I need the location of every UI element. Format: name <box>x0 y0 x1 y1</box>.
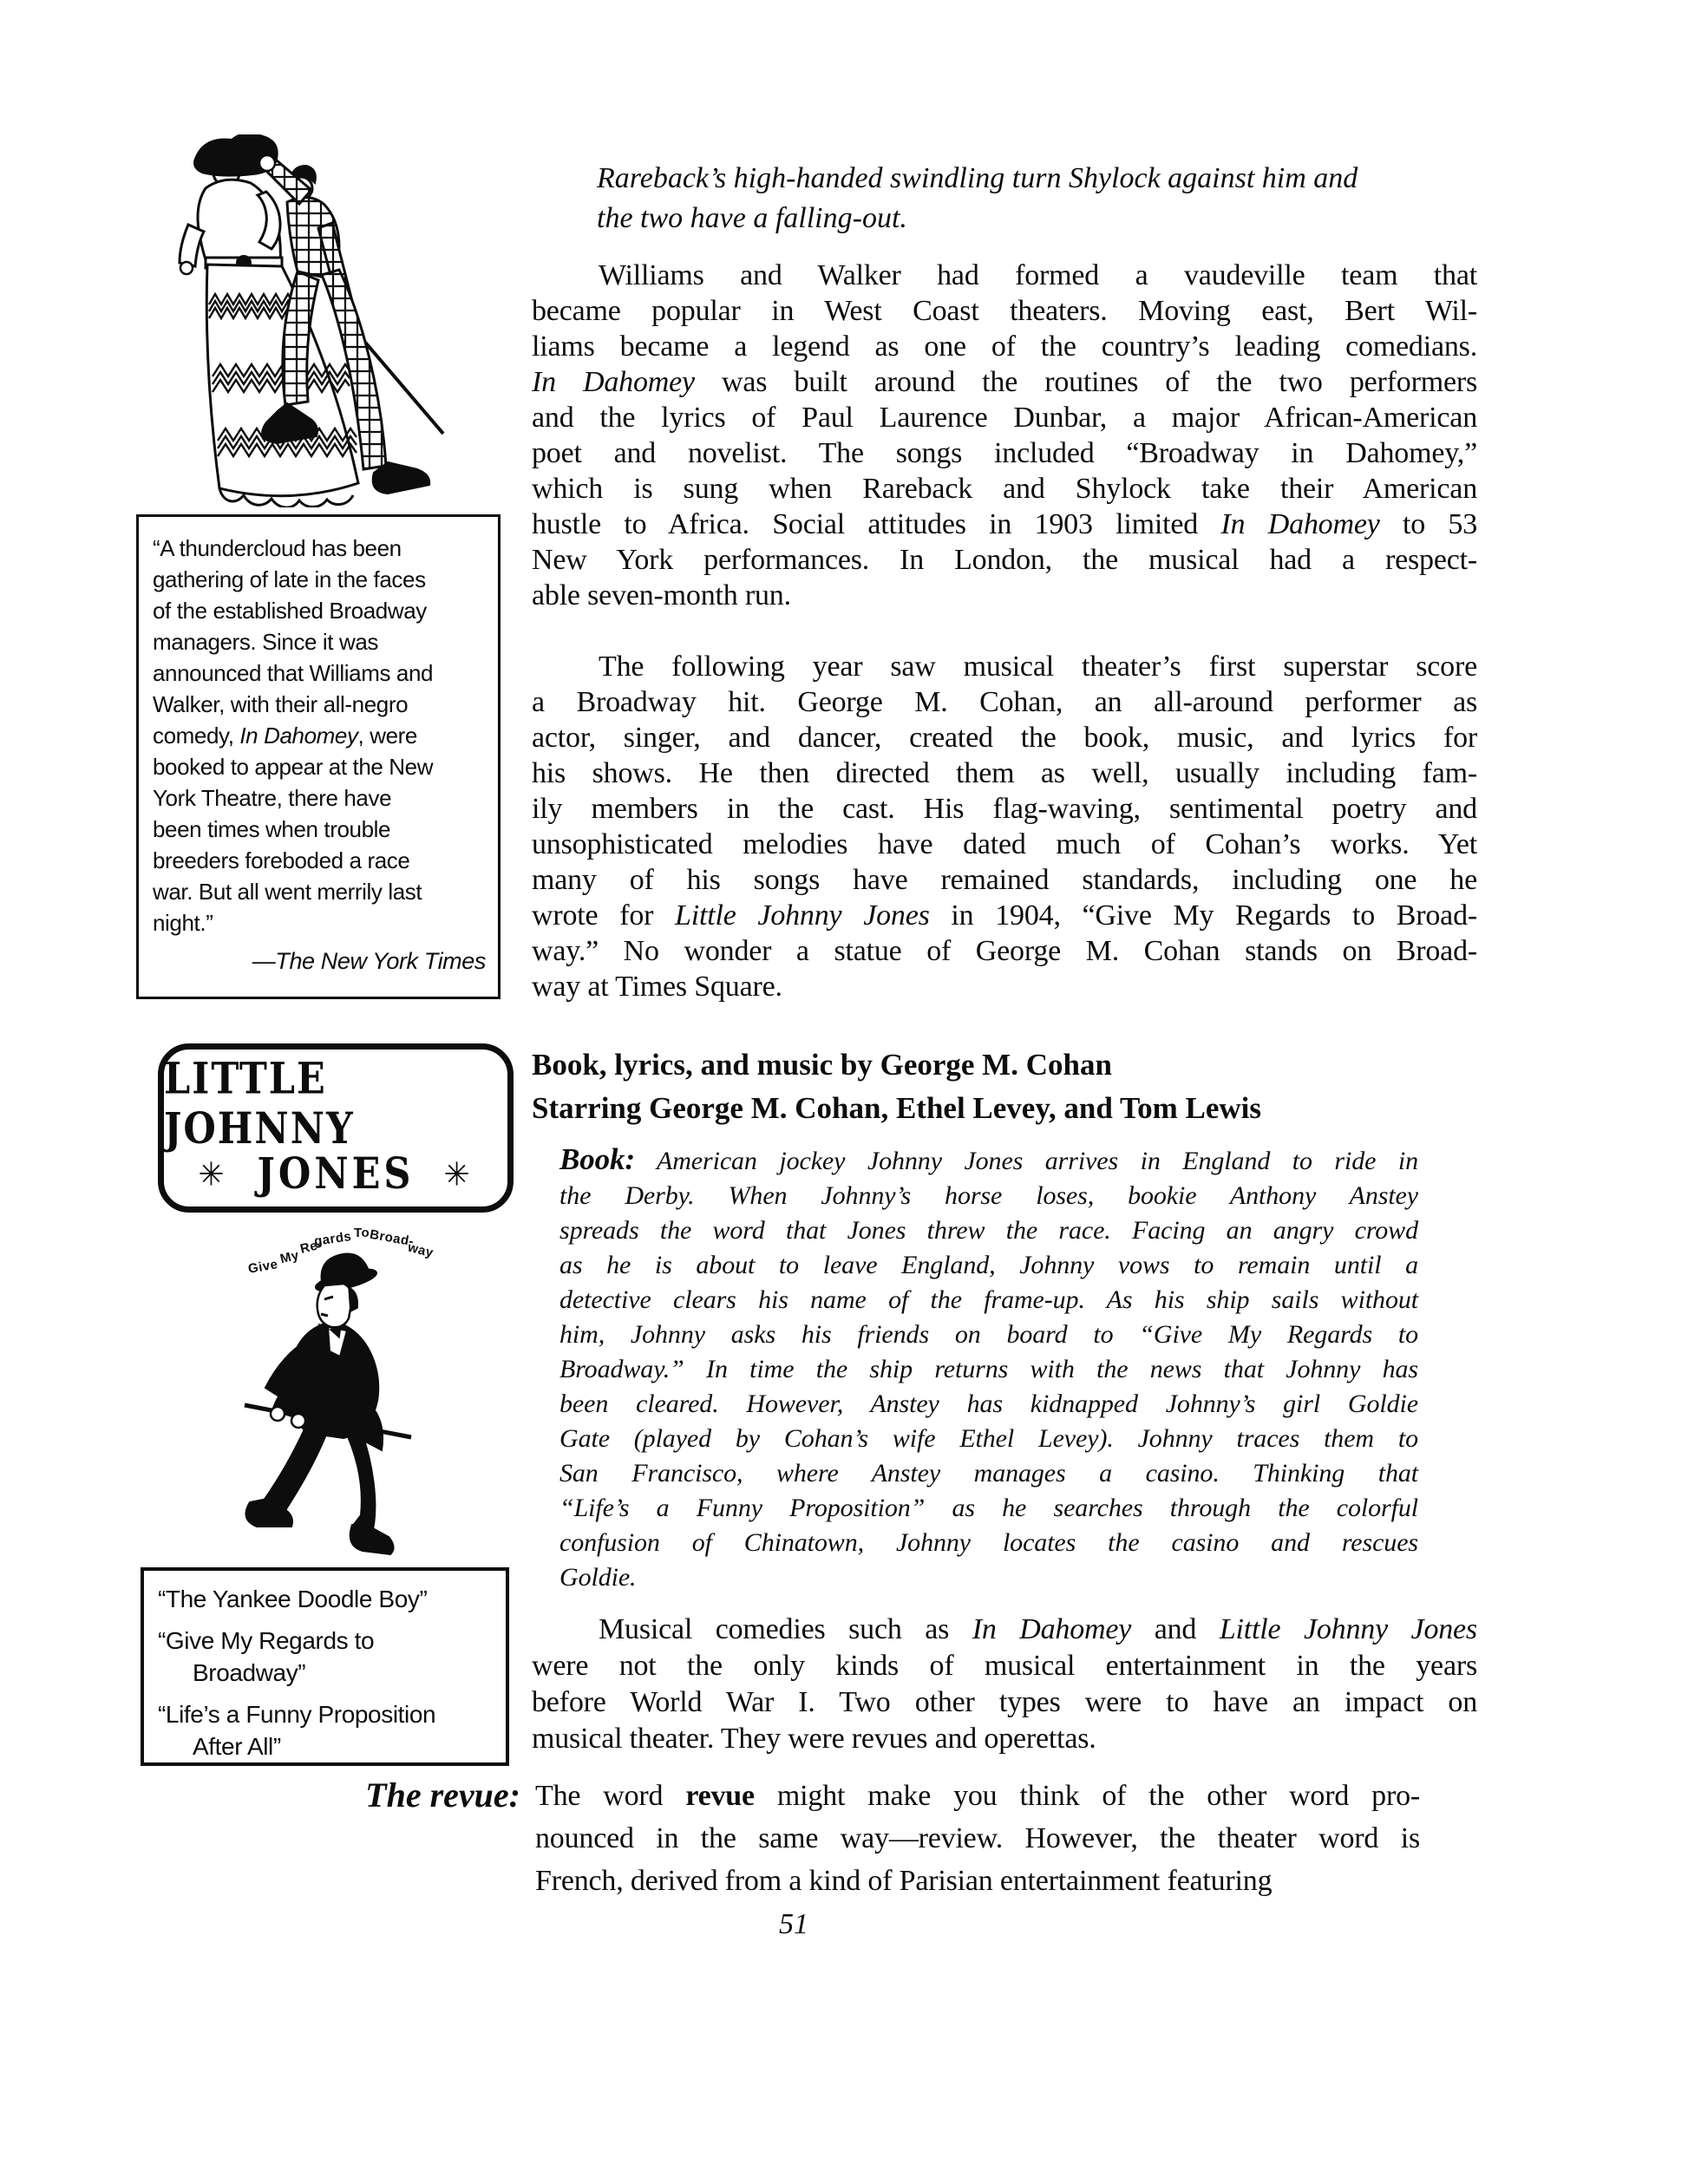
song-title-line: Broadway” <box>193 1659 306 1686</box>
text-line: San Francisco, where Anstey manages a casino. Thinking that <box>559 1459 1418 1488</box>
arc-word: gards <box>313 1229 353 1249</box>
song-title-line: “Life’s a Funny Proposition <box>158 1701 436 1728</box>
flower-asterisk-icon: ✳ <box>198 1155 228 1193</box>
text-line: gathering of late in the faces <box>153 566 426 592</box>
text-line: breeders foreboded a race <box>153 847 410 873</box>
paragraph-revue <box>535 1775 1420 1902</box>
text-line: were not the only kinds of musical entertainment in the years <box>532 1650 1477 1682</box>
text-line: the two have a falling-out. <box>597 202 907 234</box>
text-line: ily members in the cast. His flag-waving, sentimental poetry and <box>532 793 1477 825</box>
song-entry <box>158 1698 492 1762</box>
text-line: been cleared. However, Anstey has kidnapped Johnny’s girl Goldie <box>559 1390 1418 1418</box>
text-line: York Theatre, there have <box>153 785 392 811</box>
text-line: musical theater. They were revues and operettas. <box>532 1723 1096 1755</box>
text-line: his shows. He then directed them as well, usually including fam- <box>532 757 1477 789</box>
text-line: hustle to Africa. Social attitudes in 1903 limited In Dahomey to 53 <box>532 508 1477 540</box>
text-line: The following year saw musical theater’s first superstar score <box>599 651 1477 683</box>
text-line: nounced in the same way—review. However, the theater word is <box>535 1822 1420 1854</box>
little-johnny-jones-logo <box>158 1043 514 1213</box>
text-line: “A thundercloud has been <box>153 535 402 561</box>
text-line: Williams and Walker had formed a vaudeville team that <box>599 259 1477 291</box>
text-line: poet and novelist. The songs included “Broadway in Dahomey,” <box>532 437 1477 469</box>
text-line: “Life’s a Funny Proposition” as he searches through the colorful <box>559 1494 1418 1522</box>
song-titles-box <box>141 1567 509 1766</box>
nyt-quote-box <box>136 514 501 999</box>
text-line: The word revue might make you think of the other word pro- <box>535 1780 1420 1812</box>
text-line: night.” <box>153 910 213 936</box>
quote-attribution: —The New York Times <box>252 948 486 974</box>
text-line: as he is about to leave England, Johnny vows to remain until a <box>559 1251 1418 1279</box>
book-synopsis <box>559 1142 1418 1595</box>
text-line: way at Times Square. <box>532 971 782 1003</box>
text-line: managers. Since it was <box>153 629 378 655</box>
text-line: and the lyrics of Paul Laurence Dunbar, a major African-American <box>532 402 1477 434</box>
text-line: spreads the word that Jones threw the race. Facing an angry crowd <box>559 1216 1418 1245</box>
excerpt-continuation <box>597 159 1377 239</box>
text-line: detective clears his name of the frame-up. As his ship sails without <box>559 1285 1418 1314</box>
cakewalk-couple-illustration <box>169 134 451 507</box>
text-line: became popular in West Coast theaters. Moving east, Bert Wil- <box>532 295 1477 327</box>
arc-word: Re- <box>298 1237 324 1257</box>
arc-word: way <box>406 1239 435 1261</box>
text-line: Walker, with their all-negro <box>153 691 409 717</box>
text-line: unsophisticated melodies have dated much of Cohan’s works. Yet <box>532 828 1477 860</box>
text-line: Broadway.” In time the ship returns with the news that Johnny has <box>559 1355 1418 1383</box>
text-line: which is sung when Rareback and Shylock take their American <box>532 473 1477 505</box>
text-line: actor, singer, and dancer, created the book, music, and lyrics for <box>532 722 1477 754</box>
text-line: liams became a legend as one of the country’s leading comedians. <box>532 330 1477 363</box>
song-title-line: “The Yankee Doodle Boy” <box>158 1586 428 1612</box>
page-number: 51 <box>779 1908 808 1940</box>
text-line: the Derby. When Johnny’s horse loses, bookie Anthony Anstey <box>559 1181 1418 1210</box>
text-line: many of his songs have remained standards, including one he <box>532 864 1477 896</box>
text-line: New York performances. In London, the musical had a respect- <box>532 544 1477 576</box>
arc-word: Broad- <box>368 1226 415 1250</box>
song-title-line: “Give My Regards to <box>158 1627 375 1654</box>
credits-heading <box>532 1043 1477 1130</box>
cohan-dancer-illustration <box>241 1251 423 1559</box>
text-line: In Dahomey was built around the routines of the two performers <box>532 366 1477 398</box>
text-line: booked to appear at the New <box>153 754 434 780</box>
song-entry <box>158 1583 492 1615</box>
text-line: wrote for Little Johnny Jones in 1904, “Give My Regards to Broad- <box>532 899 1477 932</box>
paragraph-musical-comedies <box>532 1612 1477 1757</box>
text-line: announced that Williams and <box>153 660 434 686</box>
text-line: war. But all went merrily last <box>153 879 422 905</box>
flower-asterisk-icon: ✳ <box>443 1155 474 1193</box>
text-line: confusion of Chinatown, Johnny locates the casino and rescues <box>559 1528 1418 1557</box>
text-line: Goldie. <box>559 1563 637 1592</box>
text-line: been times when trouble <box>153 816 391 842</box>
text-line: of the established Broadway <box>153 598 427 624</box>
paragraph-williams-walker <box>532 258 1477 613</box>
logo-title-line1: LITTLE JOHNNY <box>164 1054 355 1154</box>
song-title-line: After All” <box>193 1733 281 1760</box>
text-line: Starring George M. Cohan, Ethel Levey, and Tom Lewis <box>532 1091 1261 1125</box>
paragraph-cohan <box>532 649 1477 1004</box>
song-entry <box>158 1625 492 1689</box>
quote-lines <box>153 533 486 938</box>
arc-word: To <box>354 1226 370 1240</box>
woman-figure <box>180 134 358 507</box>
text-line: a Broadway hit. George M. Cohan, an all-around performer as <box>532 686 1477 718</box>
logo-title-line2 <box>168 1149 502 1200</box>
text-line: him, Johnny asks his friends on board to “Give My Regards to <box>559 1320 1418 1349</box>
text-line: before World War I. Two other types were to have an impact on <box>532 1686 1477 1718</box>
text-line: French, derived from a kind of Parisian entertainment featuring <box>535 1865 1273 1897</box>
text-line: Musical comedies such as In Dahomey and Little Johnny Jones <box>599 1613 1477 1645</box>
text-line: Book, lyrics, and music by George M. Cohan <box>532 1048 1112 1082</box>
text-line: Rareback’s high-handed swindling turn Shylock against him and <box>597 162 1358 194</box>
text-line: Gate (played by Cohan’s wife Ethel Levey). Johnny traces them to <box>559 1424 1418 1453</box>
text-line: comedy, In Dahomey, were <box>153 723 417 749</box>
revue-margin-label: The revue: <box>365 1775 520 1815</box>
arc-word: Give <box>246 1257 279 1277</box>
text-line: way.” No wonder a statue of George M. Cohan stands on Broad- <box>532 935 1477 967</box>
text-line: able seven-month run. <box>532 579 791 611</box>
text-line: Book: American jockey Johnny Jones arrives in England to ride in <box>559 1142 1418 1176</box>
arc-word: My <box>278 1247 301 1267</box>
logo-title-jones: JONES <box>257 1148 415 1200</box>
